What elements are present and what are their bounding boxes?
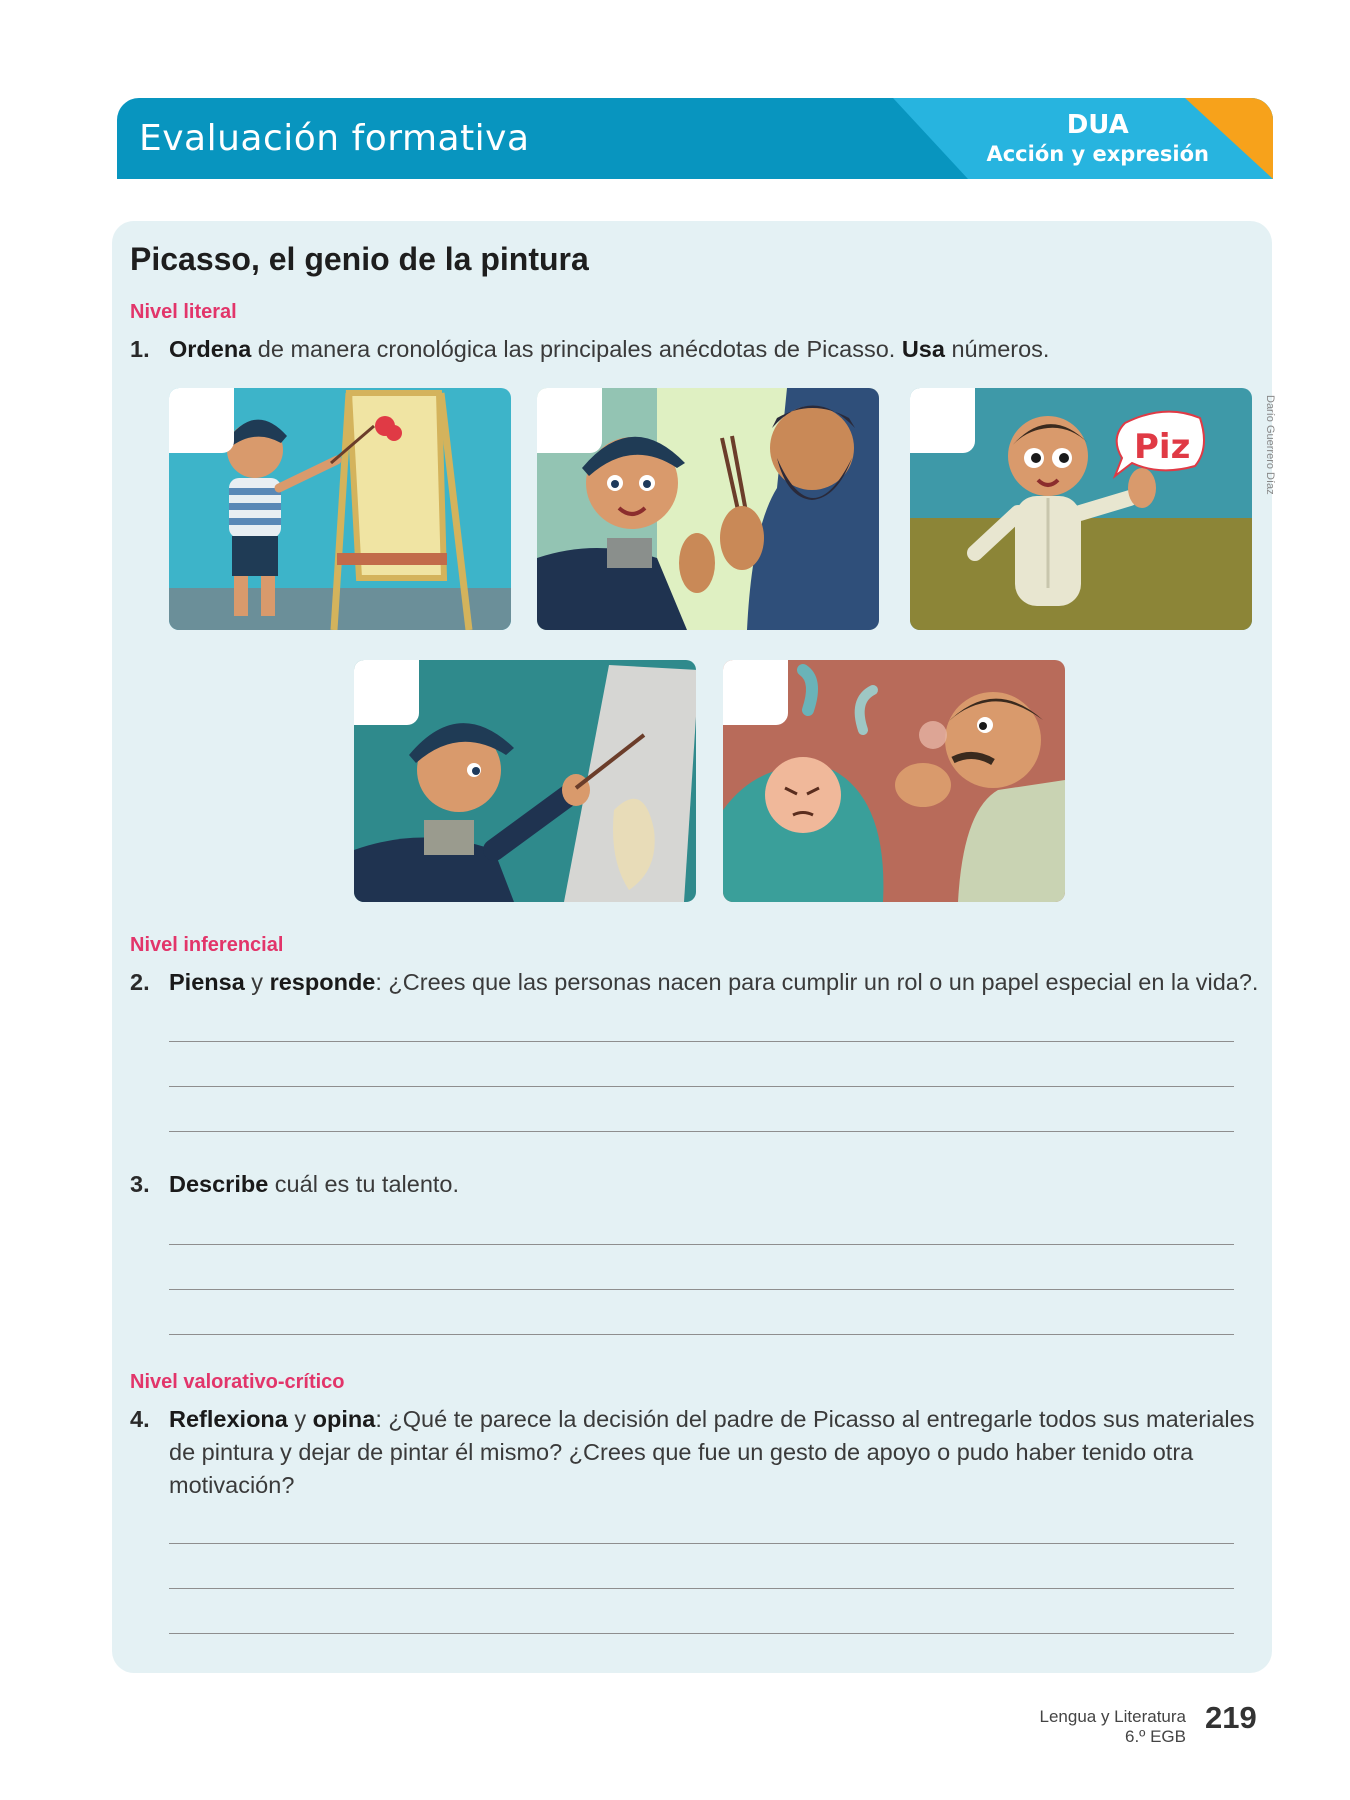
question-4-verb-opina: opina [312,1406,376,1432]
question-1-text-end: números. [944,336,1050,362]
question-2-text: : ¿Crees que las personas nacen para cumplir un rol o un papel especial en la vida?. [375,969,1259,995]
question-3-number: 3. [130,1171,150,1197]
question-4-verb-reflexiona: Reflexiona [169,1406,288,1432]
question-4 [130,1403,1260,1502]
answer-line-q3-3[interactable] [169,1334,1234,1335]
dua-badge-subtitle: Acción y expresión [986,142,1209,166]
page-number: 219 [1205,1700,1257,1735]
question-2-connector: y [244,969,270,995]
footer-grade: 6.º EGB [1124,1727,1186,1746]
section-critico-label: Nivel valorativo-crítico [130,1371,345,1393]
answer-line-q3-2[interactable] [169,1289,1234,1290]
answer-line-q3-1[interactable] [169,1244,1234,1245]
story-title: Picasso, el genio de la pintura [130,241,589,277]
dua-badge [986,110,1209,168]
question-1-verb-ordena: Ordena [169,336,252,362]
question-3-text: cuál es tu talento. [268,1171,460,1197]
question-1-verb-usa: Usa [901,336,945,362]
answer-line-q2-2[interactable] [169,1086,1234,1087]
answer-line-q4-3[interactable] [169,1633,1234,1634]
answer-line-q2-1[interactable] [169,1041,1234,1042]
boy-painting-easel-illustration [169,388,511,630]
section-literal-label: Nivel literal [130,301,237,323]
answer-number-box-4[interactable] [354,660,419,725]
header-banner [117,98,1273,179]
toddler-saying-piz-illustration [910,388,1252,630]
speech-bubble-text: Piz [1134,427,1191,467]
question-1 [130,333,1250,366]
question-3 [130,1168,1250,1201]
answer-line-q4-1[interactable] [169,1543,1234,1544]
page-title: Evaluación formativa [139,118,530,159]
young-man-painting-canvas-illustration [354,660,696,902]
section-inferencial-label: Nivel inferencial [130,934,284,956]
question-4-text: : ¿Qué te parece la decisión del padre de Picasso al entregarle todos sus materiales de pintura y dejar de pintar él mismo? ¿Crees que fue un gesto de apoyo o pudo haber tenido otra motivación? [169,1406,1255,1498]
answer-line-q4-2[interactable] [169,1588,1234,1589]
question-2-number: 2. [130,969,150,995]
question-3-verb-describe: Describe [169,1171,269,1197]
answer-number-box-1[interactable] [169,388,234,453]
question-4-connector: y [287,1406,313,1432]
young-man-with-father-brushes-illustration [537,388,879,630]
baby-with-smoking-man-illustration [723,660,1065,902]
answer-line-q2-3[interactable] [169,1131,1234,1132]
answer-number-box-2[interactable] [537,388,602,453]
answer-number-box-3[interactable] [910,388,975,453]
question-2-verb-responde: responde [269,969,376,995]
footer-subject: Lengua y Literatura [1039,1707,1186,1726]
illustration-credit: Darío Guerrero Díaz [1264,395,1276,495]
question-2-verb-piensa: Piensa [169,969,245,995]
activity-panel [112,221,1272,1673]
answer-number-box-5[interactable] [723,660,788,725]
question-1-text: de manera cronológica las principales anécdotas de Picasso. [251,336,902,362]
question-2 [130,966,1260,999]
footer-subject-block [1040,1707,1187,1747]
question-1-number: 1. [130,336,150,362]
question-4-number: 4. [130,1406,150,1432]
dua-badge-title: DUA [1066,110,1129,140]
